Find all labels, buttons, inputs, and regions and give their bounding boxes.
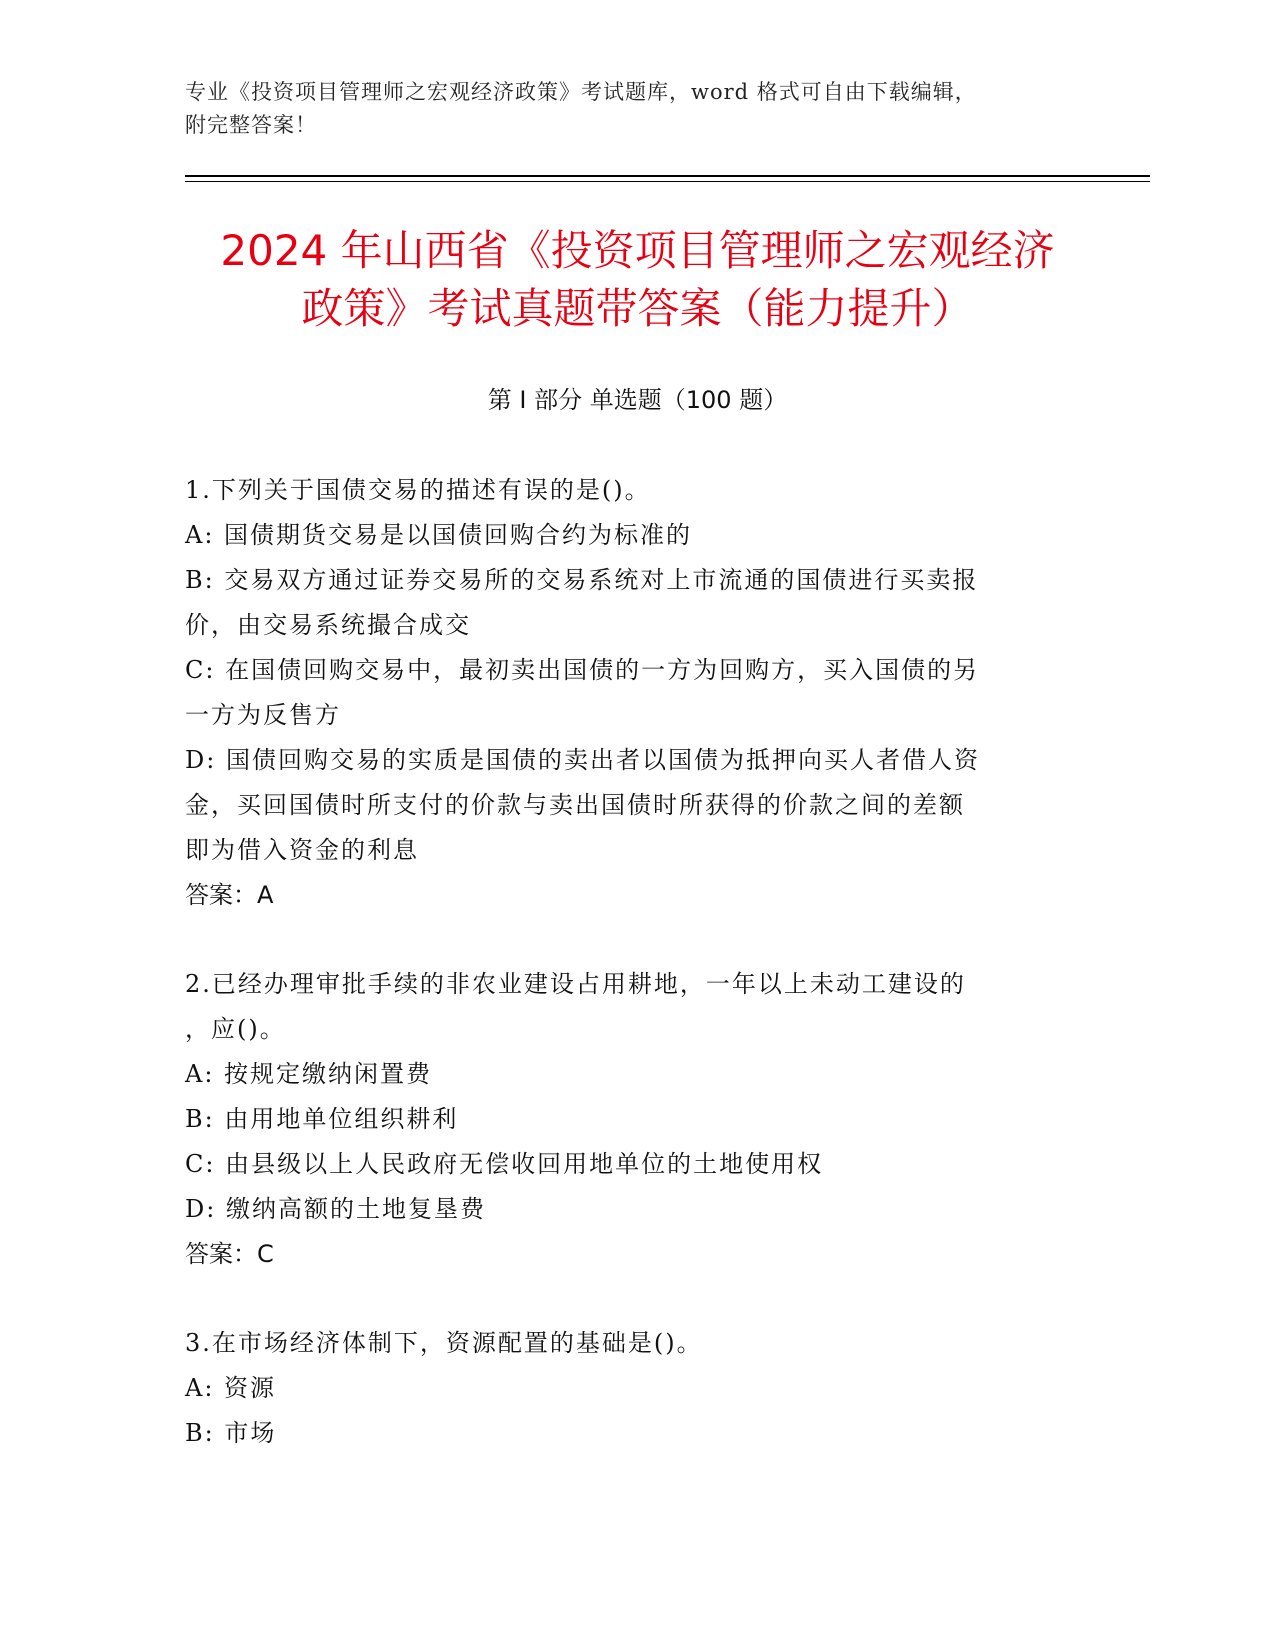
option-d-line-1: D: 国债回购交易的实质是国债的卖出者以国债为抵押向买人者借人资 [185,746,980,774]
option-c: C: 由县级以上人民政府无偿收回用地单位的土地使用权 [185,1150,824,1178]
option-d: D: 缴纳高额的土地复垦费 [185,1195,486,1223]
header-rule-thick [185,175,1150,177]
option-c-line-1: C: 在国债回购交易中，最初卖出国债的一方为回购方，买入国债的另 [185,656,980,684]
question-3 [185,1321,1075,1456]
header-note-line-1: 专业《投资项目管理师之宏观经济政策》考试题库，word 格式可自由下载编辑， [185,80,977,104]
question-stem-line: 1.下列关于国债交易的描述有误的是()。 [185,476,651,504]
question-list [185,468,1075,1500]
header-rule-thin [185,181,1150,182]
header-note [185,76,1065,142]
answer: 答案：C [185,1240,274,1268]
option-c-line-2: 一方为反售方 [185,701,341,729]
answer: 答案：A [185,881,274,909]
option-b: B: 由用地单位组织耕利 [185,1105,459,1133]
document-title-line-2: 政策》考试真题带答案（能力提升） [301,284,974,333]
option-b-line-2: 价，由交易系统撮合成交 [185,611,471,639]
option-b-line-1: B: 交易双方通过证券交易所的交易系统对上市流通的国债进行买卖报 [185,566,979,594]
section-heading: 第 I 部分 单选题（100 题） [487,386,788,414]
option-b: B: 市场 [185,1419,277,1447]
document-title [185,222,1090,338]
document-title-line-1: 2024 年山西省《投资项目管理师之宏观经济 [220,226,1055,275]
option-d-line-3: 即为借入资金的利息 [185,836,419,864]
header-note-line-2: 附完整答案！ [185,113,317,137]
question-2 [185,962,1075,1277]
question-1 [185,468,1075,918]
question-stem-line-1: 2.已经办理审批手续的非农业建设占用耕地，一年以上未动工建设的 [185,970,966,998]
option-a: A: 国债期货交易是以国债回购合约为标准的 [185,521,693,549]
option-a: A: 资源 [185,1374,277,1402]
option-d-line-2: 金，买回国债时所支付的价款与卖出国债时所获得的价款之间的差额 [185,791,965,819]
question-stem-line-2: ，应()。 [185,1015,286,1043]
question-stem-line: 3.在市场经济体制下，资源配置的基础是()。 [185,1329,703,1357]
option-a: A: 按规定缴纳闲置费 [185,1060,433,1088]
